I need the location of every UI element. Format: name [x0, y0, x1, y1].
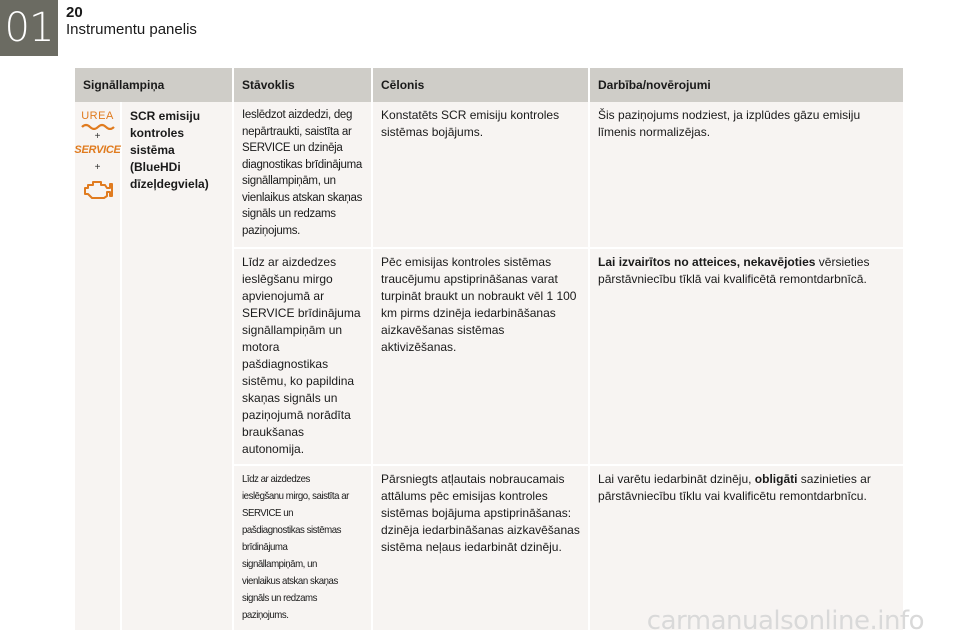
column-header-lamp: Signāllampiņa	[75, 68, 234, 102]
service-warning-icon: SERVICE	[74, 144, 121, 156]
state-text: Līdz ar aizdedzes ieslēgšanu mirgo apvienojumā ar SERVICE brīdinājuma signāllampiņām un motora pašdiagnostikas sistēmu, ko papildina skaņas signāls un paziņojumā norādīta braukšanas autonomija.	[242, 255, 361, 456]
action-text-pre: Lai varētu iedarbināt dzinēju,	[598, 472, 755, 486]
cause-cell	[373, 466, 590, 632]
page-number: 20	[66, 4, 83, 21]
warning-lamp-table	[75, 68, 903, 632]
column-header-cause: Cēlonis	[373, 68, 590, 102]
table-header-row	[75, 68, 903, 102]
cause-text: Pēc emisijas kontroles sistēmas traucējumu apstiprināšanas varat turpināt braukt un nobraukt vēl 1 100 km pirms dzinēja iedarbināšanas aizkavēšanas sistēmas aktivizēšanas.	[381, 255, 577, 354]
system-name-cell	[122, 102, 234, 632]
state-cell	[234, 249, 373, 466]
plus-sign: +	[94, 162, 101, 173]
chapter-number-tab: 01	[0, 0, 58, 56]
cause-text: Konstatēts SCR emisiju kontroles sistēmas bojājums.	[381, 108, 560, 139]
urea-warning-icon: UREA	[81, 110, 114, 122]
table-row	[75, 102, 903, 249]
cause-text: Pārsniegts atļautais nobraucamais attālums pēc emisijas kontroles sistēmas bojājuma apstiprināšanas: dzinēja iedarbināšanas aizkavēšanas sistēma neļaus iedarbināt dzinēju.	[381, 472, 580, 554]
state-text: Līdz ar aizdedzes ieslēgšanu mirgo, saistīta ar SERVICE un pašdiagnostikas sistēmas brīdinājuma signāllampiņām, un vienlaikus atskan skaņas signāls un redzams paziņojums.	[242, 473, 349, 621]
action-text: vērsieties pārstāvniecību tīklā vai kvalificētā remontdarbnīcā.	[598, 255, 870, 286]
action-text: sazinieties ar pārstāvniecību tīklu vai kvalificētu remontdarbnīcu.	[598, 472, 871, 503]
state-cell	[234, 102, 373, 249]
urea-wave-icon	[81, 122, 115, 130]
action-emphasis: obligāti	[754, 472, 798, 486]
system-name: SCR emisiju kontroles sistēma (BlueHDi dīzeļdegviela)	[130, 109, 209, 191]
lamp-icons-cell	[75, 102, 122, 632]
action-cell	[590, 249, 903, 466]
cause-cell	[373, 102, 590, 249]
plus-sign: +	[94, 131, 101, 142]
cause-cell	[373, 249, 590, 466]
section-title: Instrumentu panelis	[66, 21, 197, 38]
state-text: Ieslēdzot aizdedzi, deg nepārtraukti, saistīta ar SERVICE un dzinēja diagnostikas brīdinājuma signāllampiņām, un vienlaikus atskan skaņas signāls un redzams paziņojums.	[242, 109, 363, 237]
column-header-action: Darbība/novērojumi	[590, 68, 903, 102]
watermark: carmanualsonline.info	[646, 606, 924, 636]
state-cell	[234, 466, 373, 632]
engine-check-icon	[82, 179, 114, 201]
action-emphasis: Lai izvairītos no atteices, nekavējoties	[598, 255, 816, 269]
column-header-state: Stāvoklis	[234, 68, 373, 102]
action-text: Šis paziņojums nodziest, ja izplūdes gāzu emisiju līmenis normalizējas.	[598, 108, 861, 139]
action-cell	[590, 102, 903, 249]
